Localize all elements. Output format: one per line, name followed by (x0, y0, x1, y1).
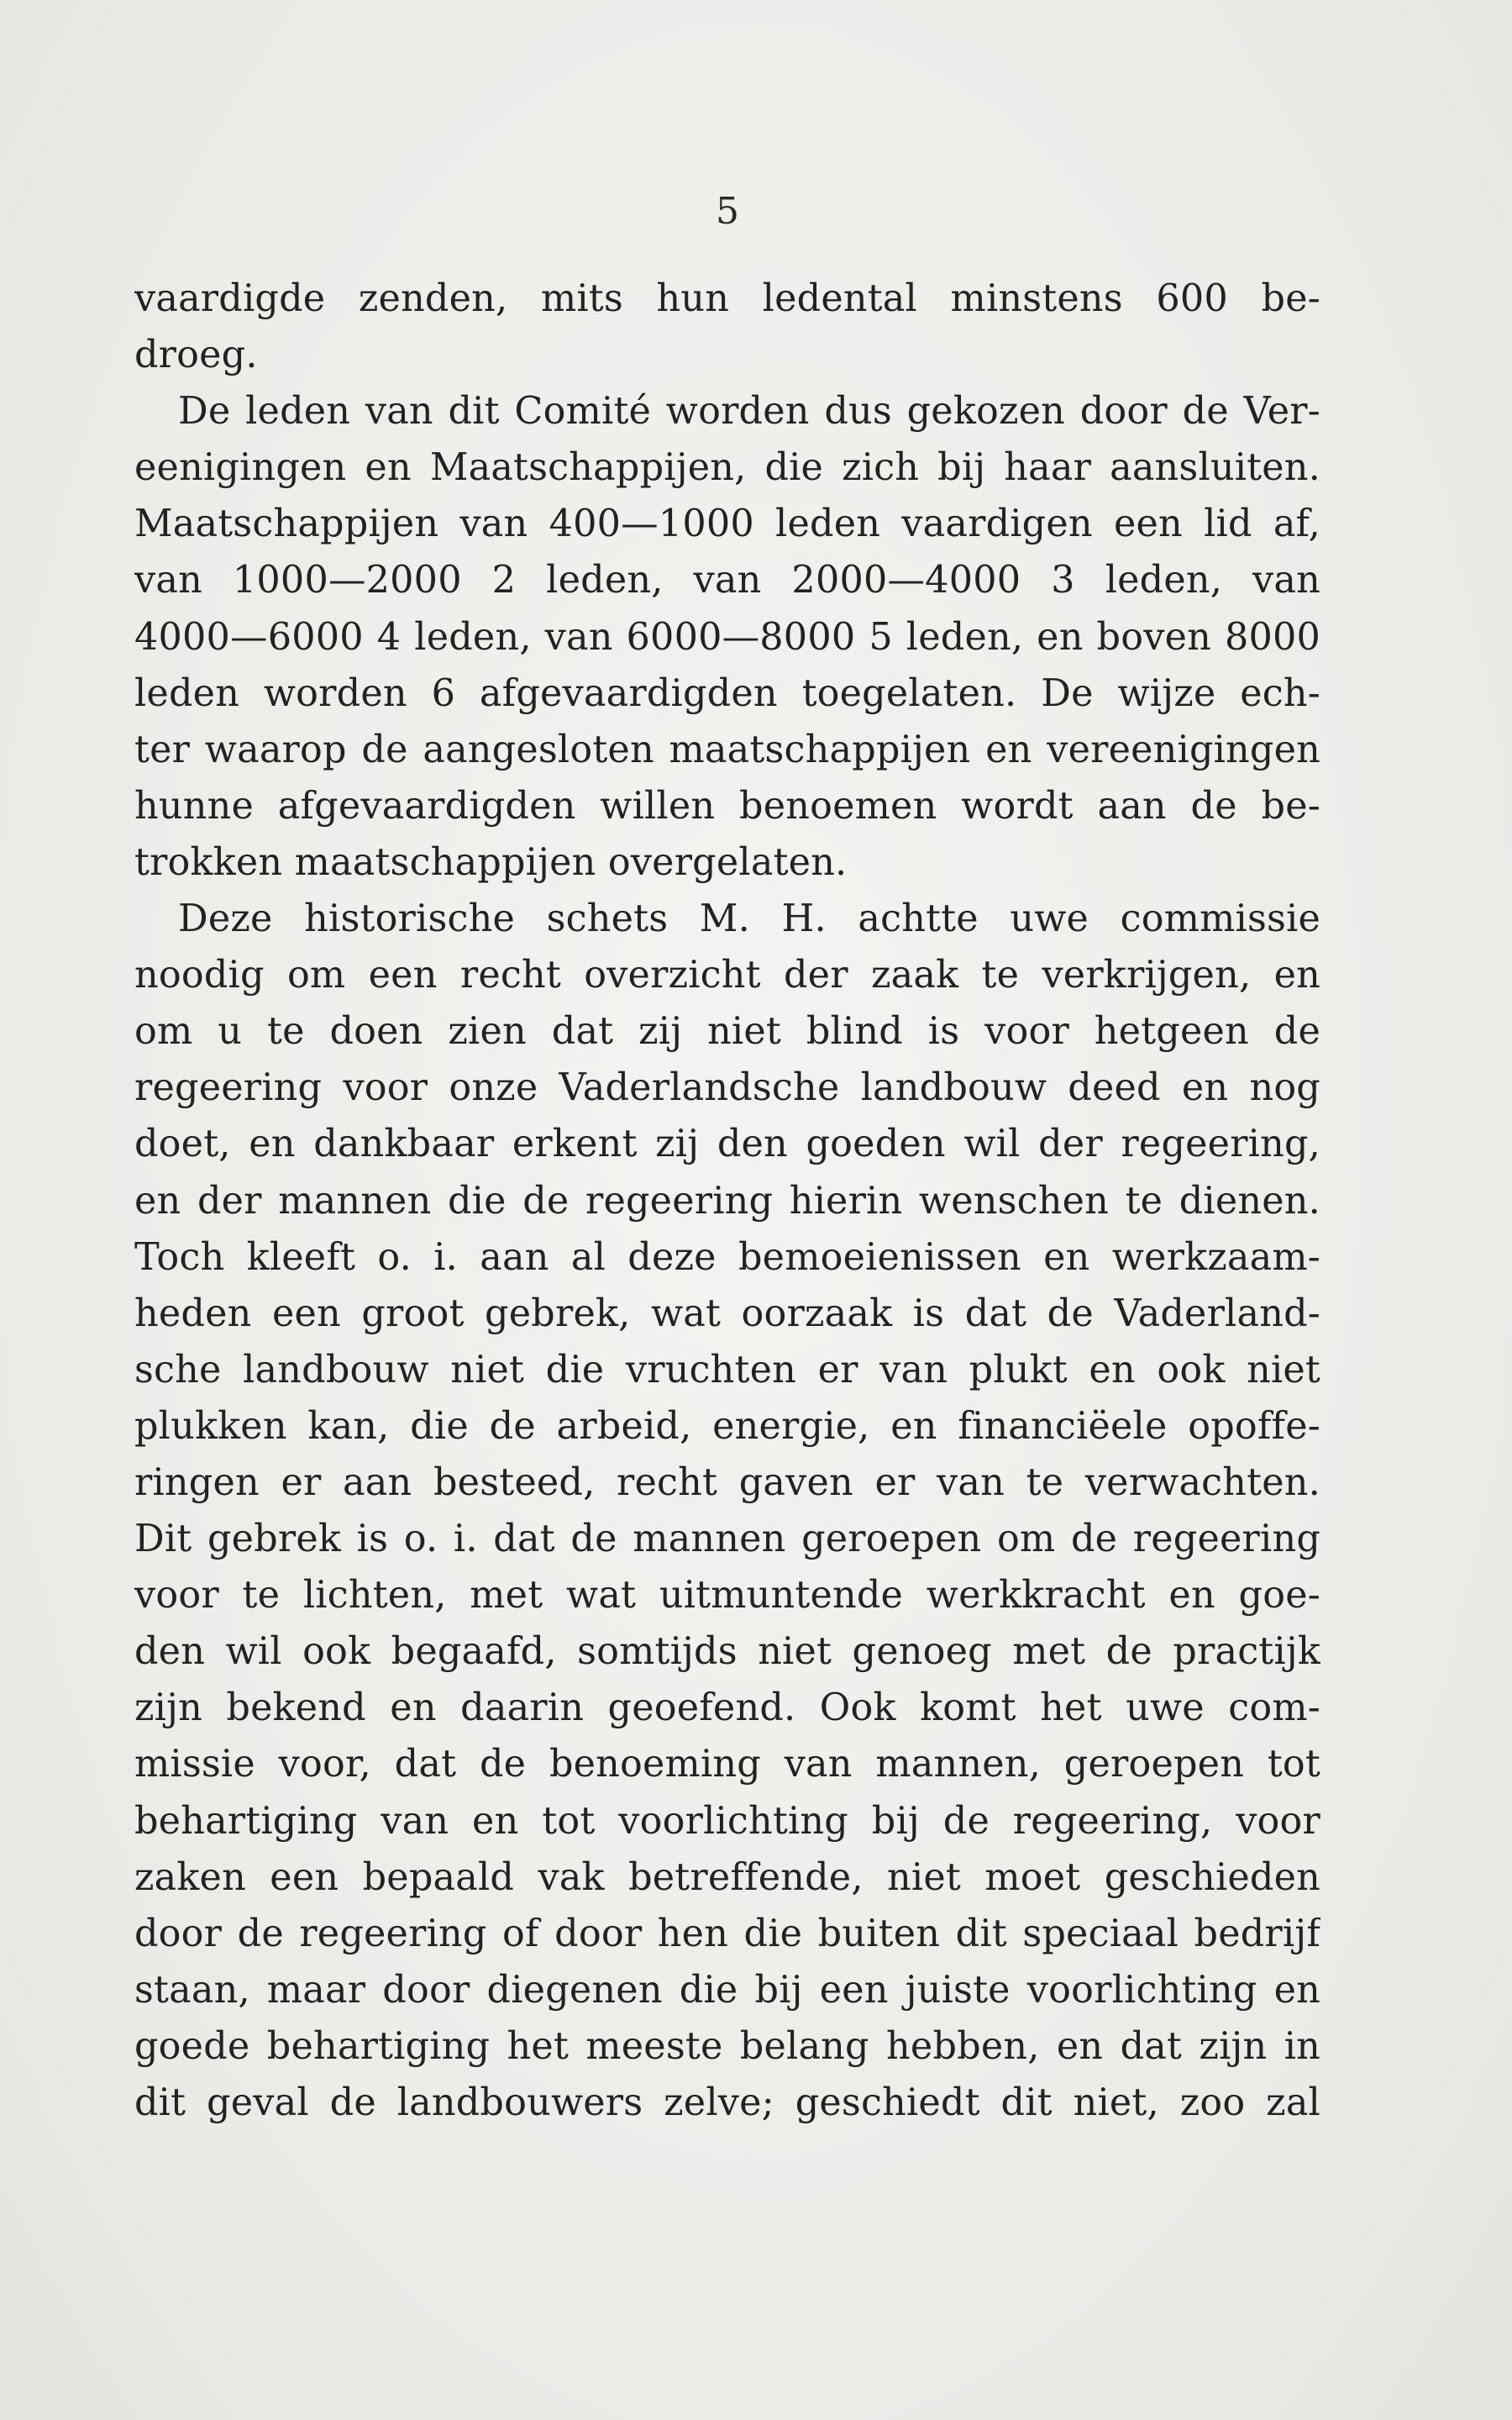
text-line: van 1000—2000 2 leden, van 2000—4000 3 leden, van (134, 559, 1320, 602)
text-line: zijn bekend en daarin geoefend. Ook komt het uwe com- (134, 1686, 1320, 1730)
text-line: Dit gebrek is o. i. dat de mannen geroepen om de regeering (134, 1518, 1320, 1561)
text-line: plukken kan, die de arbeid, energie, en financiëele opoffe- (134, 1404, 1320, 1448)
page-number: 5 (716, 190, 739, 233)
text-line: en der mannen die de regeering hierin wenschen te dienen. (134, 1179, 1320, 1223)
text-line: ringen er aan besteed, recht gaven er van te verwachten. (134, 1460, 1320, 1504)
text-line: missie voor, dat de benoeming van mannen, geroepen tot (134, 1743, 1320, 1786)
text-line: eenigingen en Maatschappijen, die zich bij haar aansluiten. (134, 446, 1320, 490)
text-line: Maatschappijen van 400—1000 leden vaardigen een lid af, (134, 502, 1320, 546)
text-line: 4000—6000 4 leden, van 6000—8000 5 leden, en boven 8000 (134, 615, 1320, 659)
text-line: hunne afgevaardigden willen benoemen wordt aan de be- (134, 784, 1320, 828)
text-line: dit geval de landbouwers zelve; geschiedt dit niet, zoo zal (134, 2081, 1320, 2124)
text-line: Toch kleeft o. i. aan al deze bemoeienissen en werkzaam- (134, 1235, 1320, 1279)
text-line: regeering voor onze Vaderlandsche landbouw deed en nog (134, 1066, 1320, 1110)
text-line: De leden van dit Comité worden dus gekozen door de Ver- (178, 390, 1320, 434)
text-line: heden een groot gebrek, wat oorzaak is dat de Vaderland- (134, 1292, 1320, 1335)
text-line: doet, en dankbaar erkent zij den goeden wil der regeering, (134, 1123, 1320, 1166)
text-line: om u te doen zien dat zij niet blind is voor hetgeen de (134, 1010, 1320, 1054)
text-line: noodig om een recht overzicht der zaak te verkrijgen, en (134, 954, 1320, 997)
text-line: goede behartiging het meeste belang hebben, en dat zijn in (134, 2024, 1320, 2068)
text-line: ter waarop de aangesloten maatschappijen en vereenigingen (134, 728, 1320, 771)
body-text (134, 271, 1320, 2131)
text-line: Deze historische schets M. H. achtte uwe commissie (178, 897, 1320, 941)
text-line: trokken maatschappijen overgelaten. (134, 840, 848, 884)
text-line: voor te lichten, met wat uitmuntende werkkracht en goe- (134, 1574, 1320, 1618)
text-line: leden worden 6 afgevaardigden toegelaten. De wijze ech- (134, 671, 1320, 715)
text-line: den wil ook begaafd, somtijds niet genoeg met de practijk (134, 1630, 1320, 1674)
text-line: sche landbouw niet die vruchten er van plukt en ook niet (134, 1348, 1320, 1392)
text-line: vaardigde zenden, mits hun ledental minstens 600 be- (134, 277, 1320, 320)
text-line: droeg. (134, 334, 258, 377)
text-line: behartiging van en tot voorlichting bij de regeering, voor (134, 1799, 1320, 1843)
text-line: zaken een bepaald vak betreffende, niet moet geschieden (134, 1855, 1320, 1899)
text-line: door de regeering of door hen die buiten dit speciaal bedrijf (134, 1912, 1320, 1955)
text-line: staan, maar door diegenen die bij een juiste voorlichting en (134, 1968, 1320, 2012)
